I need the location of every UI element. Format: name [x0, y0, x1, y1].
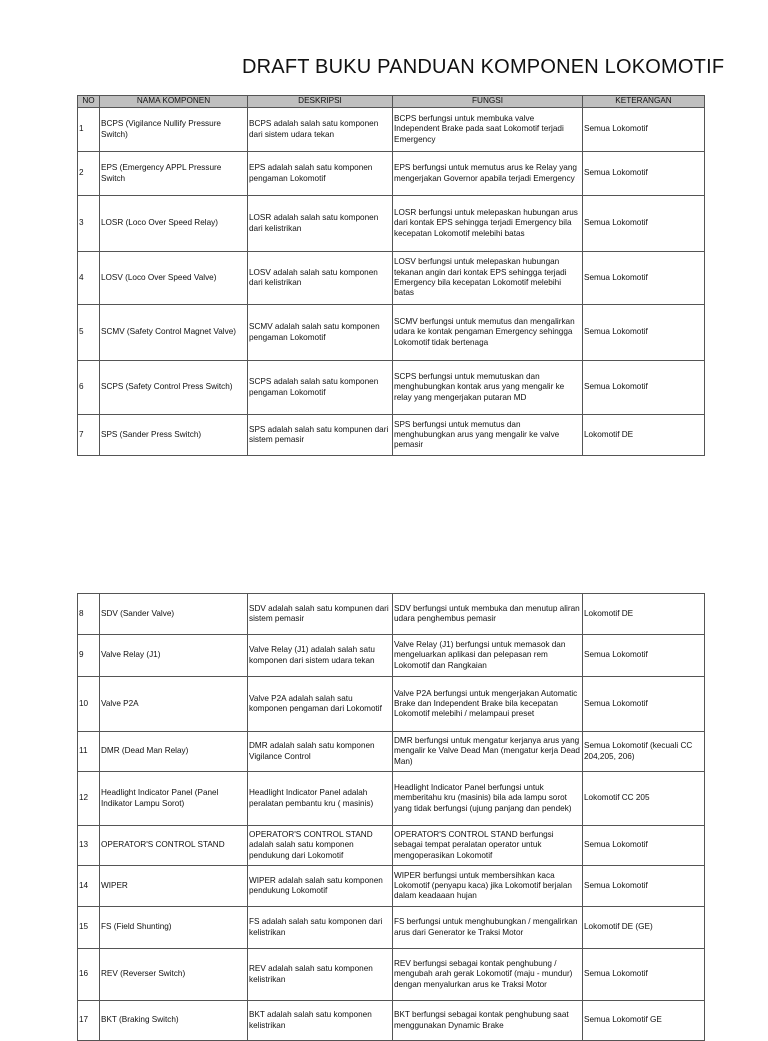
cell-no: 5: [78, 305, 100, 361]
table-row: [78, 772, 705, 826]
cell-nama: SPS (Sander Press Switch): [100, 415, 248, 456]
cell-deskripsi: DMR adalah salah satu komponen Vigilance Control: [248, 732, 393, 772]
cell-keterangan: Semua Lokomotif: [583, 196, 705, 252]
cell-nama: WIPER: [100, 866, 248, 907]
cell-fungsi: SCPS berfungsi untuk memutuskan dan menghubungkan kontak arus yang mengalir ke relay yang mengerjakan putaran MD: [393, 361, 583, 415]
cell-nama: BKT (Braking Switch): [100, 1001, 248, 1041]
cell-fungsi: SDV berfungsi untuk membuka dan menutup aliran udara penghembus pemasir: [393, 594, 583, 635]
cell-fungsi: WIPER berfungsi untuk membersihkan kaca Lokomotif (penyapu kaca) jika Lokomotif berjalan dalam keadaaan hujan: [393, 866, 583, 907]
cell-fungsi: BKT berfungsi sebagai kontak penghubung saat menggunakan Dynamic Brake: [393, 1001, 583, 1041]
cell-fungsi: FS berfungsi untuk menghubungkan / mengalirkan arus dari Generator ke Traksi Motor: [393, 907, 583, 949]
cell-no: 4: [78, 252, 100, 305]
cell-no: 3: [78, 196, 100, 252]
cell-nama: LOSR (Loco Over Speed Relay): [100, 196, 248, 252]
header-fungsi: FUNGSI: [393, 96, 583, 108]
cell-no: 1: [78, 108, 100, 152]
cell-nama: DMR (Dead Man Relay): [100, 732, 248, 772]
cell-keterangan: Lokomotif DE (GE): [583, 907, 705, 949]
cell-deskripsi: BCPS adalah salah satu komponen dari sistem udara tekan: [248, 108, 393, 152]
table-row: [78, 594, 705, 635]
table-row: [78, 152, 705, 196]
table-row: [78, 196, 705, 252]
table-row: [78, 1001, 705, 1041]
cell-keterangan: Semua Lokomotif: [583, 677, 705, 732]
header-keterangan: KETERANGAN: [583, 96, 705, 108]
cell-fungsi: Valve P2A berfungsi untuk mengerjakan Automatic Brake dan Independent Brake bila kecepatan Lokomotif melebihi / melampaui preset: [393, 677, 583, 732]
table-row: [78, 949, 705, 1001]
cell-fungsi: Headlight Indicator Panel berfungsi untuk memberitahu kru (masinis) bila ada lampu sorot yang tidak berfungsi (ujung panjang dan pendek): [393, 772, 583, 826]
components-table-top: [77, 95, 705, 456]
table-row: [78, 108, 705, 152]
cell-deskripsi: BKT adalah salah satu komponen kelistrikan: [248, 1001, 393, 1041]
table-row: [78, 826, 705, 866]
table-row: [78, 252, 705, 305]
cell-keterangan: Semua Lokomotif (kecuali CC 204,205, 206): [583, 732, 705, 772]
cell-fungsi: SPS berfungsi untuk memutus dan menghubungkan arus yang mengalir ke valve pemasir: [393, 415, 583, 456]
header-nama-komponen: NAMA KOMPONEN: [100, 96, 248, 108]
table-row: [78, 907, 705, 949]
cell-fungsi: OPERATOR'S CONTROL STAND berfungsi sebagai tempat peralatan operator untuk mengoperasikan Lokomotif: [393, 826, 583, 866]
cell-fungsi: DMR berfungsi untuk mengatur kerjanya arus yang mengalir ke Valve Dead Man (mengatur kerja Dead Man): [393, 732, 583, 772]
cell-fungsi: BCPS berfungsi untuk membuka valve Independent Brake pada saat Lokomotif terjadi Emergency: [393, 108, 583, 152]
cell-nama: Valve P2A: [100, 677, 248, 732]
cell-deskripsi: LOSR adalah salah satu komponen dari kelistrikan: [248, 196, 393, 252]
cell-deskripsi: Valve P2A adalah salah satu komponen pengaman dari Lokomotif: [248, 677, 393, 732]
cell-deskripsi: FS adalah salah satu komponen dari kelistrikan: [248, 907, 393, 949]
cell-no: 9: [78, 635, 100, 677]
cell-no: 15: [78, 907, 100, 949]
cell-nama: SCMV (Safety Control Magnet Valve): [100, 305, 248, 361]
table-row: [78, 635, 705, 677]
cell-deskripsi: SCMV adalah salah satu komponen pengaman Lokomotif: [248, 305, 393, 361]
cell-nama: EPS (Emergency APPL Pressure Switch: [100, 152, 248, 196]
table-row: [78, 361, 705, 415]
cell-no: 8: [78, 594, 100, 635]
cell-fungsi: EPS berfungsi untuk memutus arus ke Relay yang mengerjakan Governor apabila terjadi Emergency: [393, 152, 583, 196]
cell-nama: REV (Reverser Switch): [100, 949, 248, 1001]
cell-fungsi: Valve Relay (J1) berfungsi untuk memasok dan mengeluarkan aplikasi dan pelepasan rem Lokomotif dan Rangkaian: [393, 635, 583, 677]
cell-fungsi: LOSV berfungsi untuk melepaskan hubungan tekanan angin dari kontak EPS sehingga terjadi Emergency bila kecepatan Lokomotif melebihi batas: [393, 252, 583, 305]
cell-deskripsi: LOSV adalah salah satu komponen dari kelistrikan: [248, 252, 393, 305]
cell-keterangan: Semua Lokomotif: [583, 108, 705, 152]
table-row: [78, 305, 705, 361]
cell-keterangan: Semua Lokomotif GE: [583, 1001, 705, 1041]
cell-no: 11: [78, 732, 100, 772]
cell-no: 2: [78, 152, 100, 196]
cell-no: 7: [78, 415, 100, 456]
table-row: [78, 415, 705, 456]
cell-no: 13: [78, 826, 100, 866]
cell-keterangan: Semua Lokomotif: [583, 635, 705, 677]
cell-no: 12: [78, 772, 100, 826]
cell-nama: OPERATOR'S CONTROL STAND: [100, 826, 248, 866]
cell-keterangan: Semua Lokomotif: [583, 361, 705, 415]
cell-keterangan: Semua Lokomotif: [583, 152, 705, 196]
cell-nama: LOSV (Loco Over Speed Valve): [100, 252, 248, 305]
cell-nama: Headlight Indicator Panel (Panel Indikator Lampu Sorot): [100, 772, 248, 826]
table-row: [78, 677, 705, 732]
table-row: [78, 866, 705, 907]
cell-keterangan: Semua Lokomotif: [583, 866, 705, 907]
cell-keterangan: Semua Lokomotif: [583, 949, 705, 1001]
cell-nama: FS (Field Shunting): [100, 907, 248, 949]
cell-fungsi: REV berfungsi sebagai kontak penghubung / mengubah arah gerak Lokomotif (maju - mundur) dengan menyalurkan arus ke Traksi Motor: [393, 949, 583, 1001]
cell-no: 14: [78, 866, 100, 907]
cell-deskripsi: WIPER adalah salah satu komponen pendukung Lokomotif: [248, 866, 393, 907]
cell-deskripsi: EPS adalah salah satu komponen pengaman Lokomotif: [248, 152, 393, 196]
cell-fungsi: SCMV berfungsi untuk memutus dan mengalirkan udara ke kontak pengaman Emergency sehingga Lokomotif tidak bertenaga: [393, 305, 583, 361]
cell-deskripsi: SPS adalah salah satu kompunen dari sistem pemasir: [248, 415, 393, 456]
table-row: [78, 732, 705, 772]
cell-no: 17: [78, 1001, 100, 1041]
cell-nama: SDV (Sander Valve): [100, 594, 248, 635]
cell-no: 10: [78, 677, 100, 732]
document-title: DRAFT BUKU PANDUAN KOMPONEN LOKOMOTIF: [242, 56, 725, 78]
cell-nama: BCPS (Vigilance Nullify Pressure Switch): [100, 108, 248, 152]
cell-deskripsi: REV adalah salah satu komponen kelistrikan: [248, 949, 393, 1001]
cell-no: 6: [78, 361, 100, 415]
cell-nama: Valve Relay (J1): [100, 635, 248, 677]
header-deskripsi: DESKRIPSI: [248, 96, 393, 108]
header-no: NO: [78, 96, 100, 108]
cell-deskripsi: Valve Relay (J1) adalah salah satu komponen dari sistem udara tekan: [248, 635, 393, 677]
cell-keterangan: Semua Lokomotif: [583, 826, 705, 866]
cell-keterangan: Lokomotif DE: [583, 594, 705, 635]
cell-fungsi: LOSR berfungsi untuk melepaskan hubungan arus dari kontak EPS sehingga terjadi Emergency bila kecepatan Lokomotif melebihi batas: [393, 196, 583, 252]
header-row: [78, 96, 705, 108]
cell-deskripsi: SDV adalah salah satu kompunen dari sistem pemasir: [248, 594, 393, 635]
cell-keterangan: Semua Lokomotif: [583, 252, 705, 305]
cell-keterangan: Semua Lokomotif: [583, 305, 705, 361]
cell-deskripsi: SCPS adalah salah satu komponen pengaman Lokomotif: [248, 361, 393, 415]
cell-no: 16: [78, 949, 100, 1001]
components-table-bottom: [77, 593, 705, 1041]
cell-nama: SCPS (Safety Control Press Switch): [100, 361, 248, 415]
cell-keterangan: Lokomotif CC 205: [583, 772, 705, 826]
cell-keterangan: Lokomotif DE: [583, 415, 705, 456]
cell-deskripsi: Headlight Indicator Panel adalah peralatan pembantu kru ( masinis): [248, 772, 393, 826]
cell-deskripsi: OPERATOR'S CONTROL STAND adalah salah satu komponen pendukung dari Lokomotif: [248, 826, 393, 866]
